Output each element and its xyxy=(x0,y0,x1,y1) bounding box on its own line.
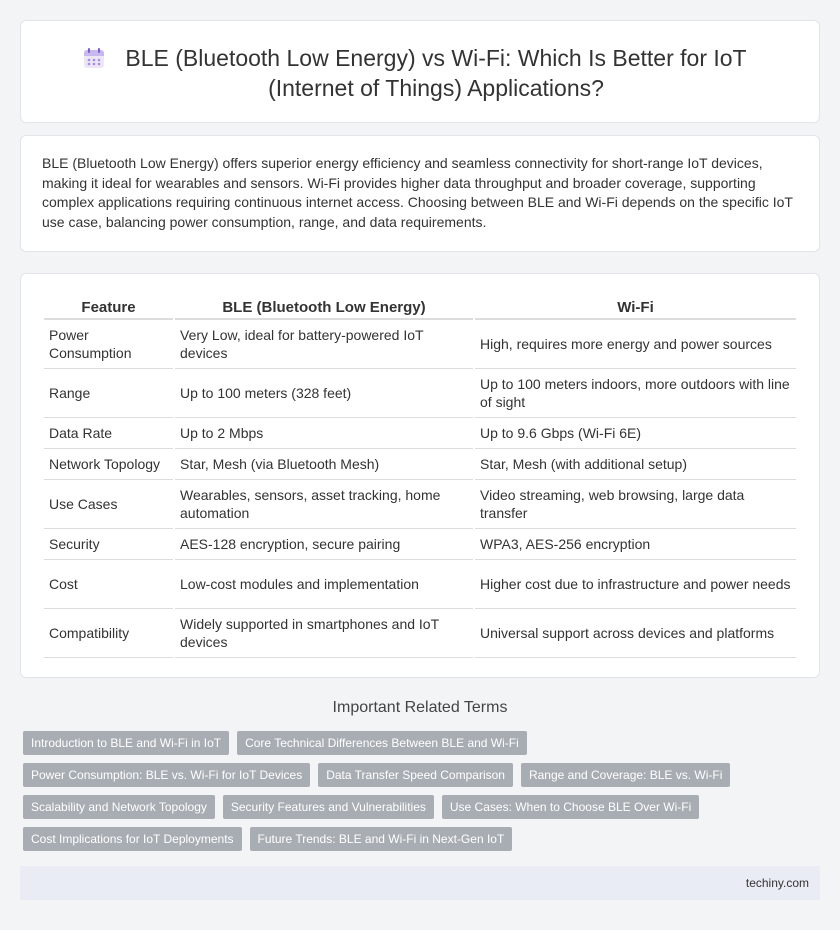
related-terms-list xyxy=(23,731,813,851)
related-term-link[interactable]: Introduction to BLE and Wi-Fi in IoT xyxy=(23,731,229,755)
wifi-cell: WPA3, AES-256 encryption xyxy=(475,529,796,560)
table-row xyxy=(44,609,796,658)
comparison-card xyxy=(20,273,820,678)
ble-cell: Low-cost modules and implementation xyxy=(175,560,473,609)
ble-cell: AES-128 encryption, secure pairing xyxy=(175,529,473,560)
related-term-link[interactable]: Use Cases: When to Choose BLE Over Wi-Fi xyxy=(442,795,699,819)
feature-cell: Power Consumption xyxy=(44,320,173,369)
ble-cell: Up to 2 Mbps xyxy=(175,418,473,449)
feature-cell: Data Rate xyxy=(44,418,173,449)
ble-cell: Wearables, sensors, asset tracking, home automation xyxy=(175,480,473,529)
table-header-row xyxy=(44,294,796,320)
wifi-cell: Higher cost due to infrastructure and power needs xyxy=(475,560,796,609)
related-term-link[interactable]: Data Transfer Speed Comparison xyxy=(318,763,513,787)
feature-cell: Compatibility xyxy=(44,609,173,658)
table-row xyxy=(44,418,796,449)
related-term-link[interactable]: Future Trends: BLE and Wi-Fi in Next-Gen IoT xyxy=(250,827,513,851)
table-row xyxy=(44,320,796,369)
related-term-link[interactable]: Scalability and Network Topology xyxy=(23,795,215,819)
intro-card xyxy=(20,135,820,252)
related-terms-heading: Important Related Terms xyxy=(332,699,508,716)
feature-cell: Security xyxy=(44,529,173,560)
intro-paragraph: BLE (Bluetooth Low Energy) offers superior energy efficiency and seamless connectivity for short-range IoT devices, making it ideal for wearables and sensors. Wi-Fi provides higher data throughput and broader coverage, supporting complex applications requiring continuous internet access. Choosing between BLE and Wi-Fi depends on the specific IoT use case, balancing power consumption, range, and data requirements. xyxy=(42,155,793,230)
wifi-cell: Star, Mesh (with additional setup) xyxy=(475,449,796,480)
wifi-cell: Up to 100 meters indoors, more outdoors with line of sight xyxy=(475,369,796,418)
ble-cell: Star, Mesh (via Bluetooth Mesh) xyxy=(175,449,473,480)
comparison-table xyxy=(42,294,798,658)
wifi-cell: Video streaming, web browsing, large data transfer xyxy=(475,480,796,529)
feature-cell: Range xyxy=(44,369,173,418)
header-wifi: Wi-Fi xyxy=(475,294,796,320)
ble-cell: Up to 100 meters (328 feet) xyxy=(175,369,473,418)
header-ble: BLE (Bluetooth Low Energy) xyxy=(175,294,473,320)
ble-cell: Very Low, ideal for battery-powered IoT devices xyxy=(175,320,473,369)
related-term-link[interactable]: Security Features and Vulnerabilities xyxy=(223,795,434,819)
related-term-link[interactable]: Range and Coverage: BLE vs. Wi-Fi xyxy=(521,763,730,787)
table-row xyxy=(44,449,796,480)
footer xyxy=(20,866,820,900)
table-row xyxy=(44,529,796,560)
related-term-link[interactable]: Cost Implications for IoT Deployments xyxy=(23,827,242,851)
feature-cell: Use Cases xyxy=(44,480,173,529)
related-term-link[interactable]: Power Consumption: BLE vs. Wi-Fi for IoT Devices xyxy=(23,763,310,787)
header-feature: Feature xyxy=(44,294,173,320)
table-row xyxy=(44,369,796,418)
table-row xyxy=(44,560,796,609)
related-term-link[interactable]: Core Technical Differences Between BLE and Wi-Fi xyxy=(237,731,527,755)
feature-cell: Cost xyxy=(44,560,173,609)
page-title: BLE (Bluetooth Low Energy) vs Wi-Fi: Which Is Better for IoT (Internet of Things) Applications? xyxy=(125,45,747,101)
ble-cell: Widely supported in smartphones and IoT devices xyxy=(175,609,473,658)
wifi-cell: High, requires more energy and power sources xyxy=(475,320,796,369)
table-row xyxy=(44,480,796,529)
wifi-cell: Universal support across devices and platforms xyxy=(475,609,796,658)
site-link[interactable]: techiny.com xyxy=(745,876,809,890)
wifi-cell: Up to 9.6 Gbps (Wi-Fi 6E) xyxy=(475,418,796,449)
title-card xyxy=(20,20,820,123)
feature-cell: Network Topology xyxy=(44,449,173,480)
